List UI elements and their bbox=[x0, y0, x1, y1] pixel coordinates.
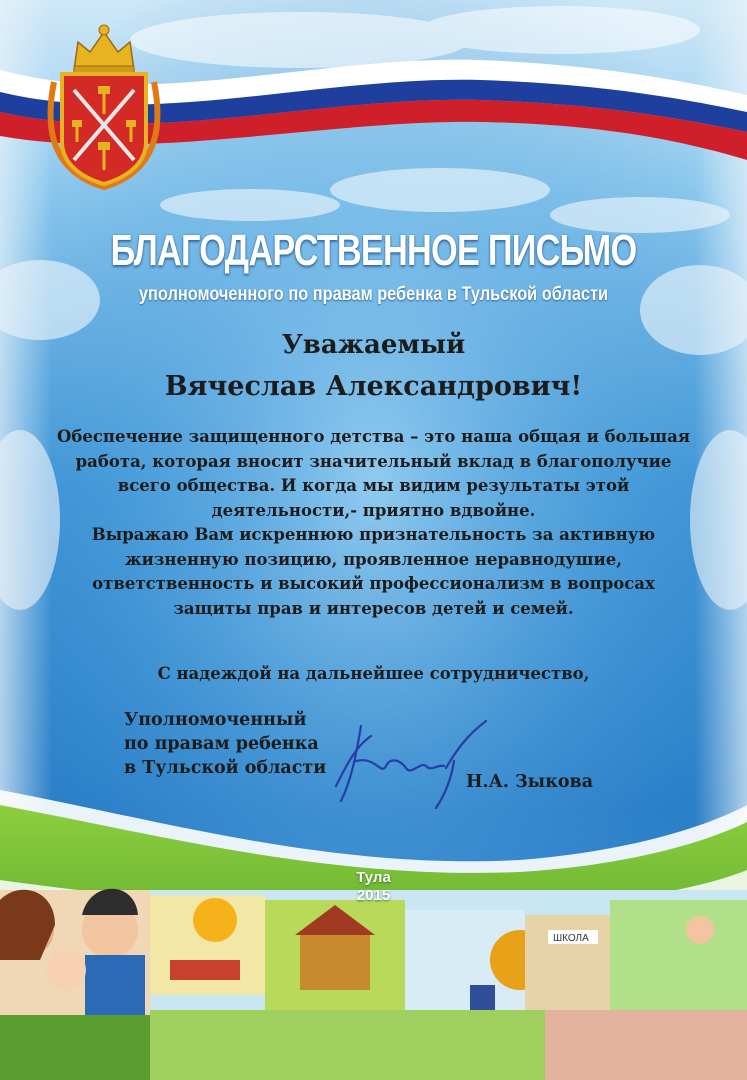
letter-body bbox=[50, 425, 697, 621]
signer-name: Н.А. Зыкова bbox=[466, 772, 594, 792]
letter-subtitle: уполномоченного по правам ребенка в Тульской области bbox=[138, 284, 609, 305]
letter-title: БЛАГОДАРСТВЕННОЕ ПИСЬМО bbox=[110, 226, 637, 275]
body-line: работа, которая вносит значительный вклад в благополучие bbox=[75, 451, 672, 471]
signer-title-line: по правам ребенка bbox=[124, 734, 319, 754]
city-name: Тула bbox=[356, 869, 391, 886]
year: 2015 bbox=[356, 887, 391, 904]
greeting-line-1: Уважаемый bbox=[281, 330, 466, 360]
body-line: всего общества. И когда мы видим результаты этой bbox=[117, 476, 630, 495]
closing-line: С надеждой на дальнейшее сотрудничество, bbox=[157, 664, 590, 683]
body-line: защиты прав и интересов детей и семей. bbox=[173, 598, 574, 618]
body-line: Выражаю Вам искреннюю признательность за активную bbox=[91, 525, 656, 544]
greeting-line-2: Вячеслав Александрович! bbox=[164, 371, 583, 402]
body-line: деятельности,- приятно вдвойне. bbox=[211, 500, 536, 520]
body-line: ответственность и высокий профессионализм в вопросах bbox=[92, 574, 655, 593]
svg-text:ШКОЛА: ШКОЛА bbox=[553, 933, 589, 944]
handwritten-signature bbox=[326, 706, 496, 816]
signer-title-line: в Тульской области bbox=[124, 758, 327, 778]
body-line: жизненную позицию, проявленное неравнодушие, bbox=[125, 549, 622, 569]
signer-title bbox=[124, 708, 326, 780]
signer-title-line: Уполномоченный bbox=[124, 710, 307, 730]
body-line: Обеспечение защищенного детства – это наша общая и большая bbox=[56, 427, 691, 446]
tula-coat-of-arms-icon bbox=[44, 22, 164, 192]
